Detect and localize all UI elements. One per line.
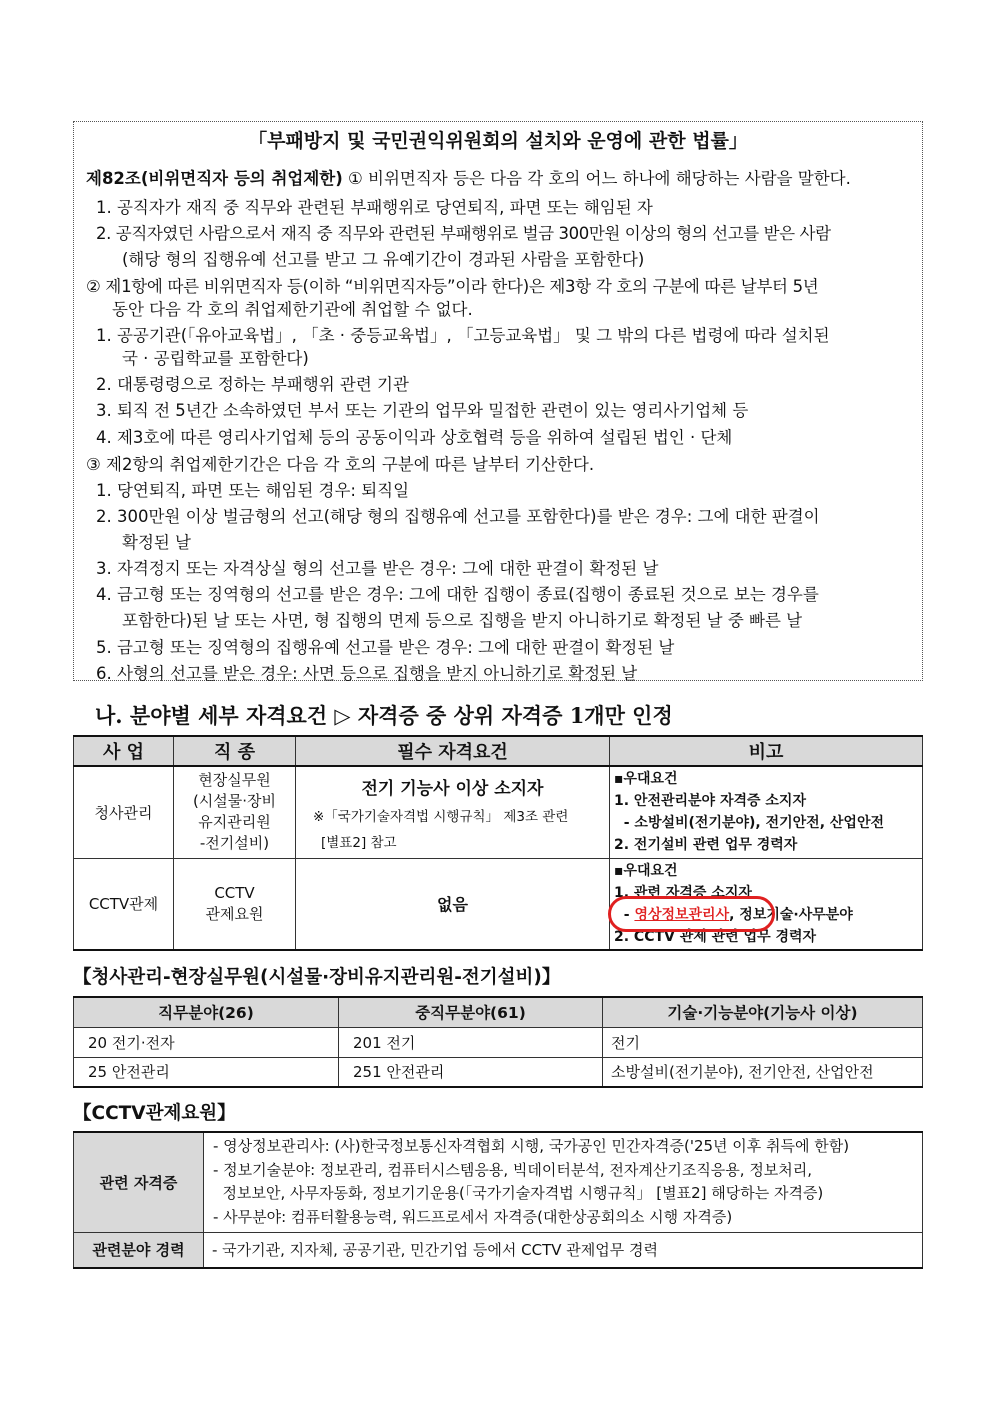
law-line: 2. 300만원 이상 벌금형의 선고(해당 형의 집행유예 선고를 포함한다)를 받은 경우: 그에 대한 판결이 [96, 507, 820, 526]
table-cell: 251 안전관리 [339, 1057, 603, 1087]
law-line: 1. 당연퇴직, 파면 또는 해임된 경우: 퇴직일 [96, 481, 410, 500]
table-header-row [74, 736, 923, 766]
note-rest: , 정보기술·사무분야 [729, 906, 853, 923]
job-line: 현장실무원 [198, 771, 271, 790]
note-line: 1. 관련 자격증 소지자 [614, 884, 752, 901]
field-table [73, 996, 923, 1088]
header-business: 사 업 [74, 736, 174, 766]
law-line: ③ 제2항의 취업제한기간은 다음 각 호의 구분에 따른 날부터 기산한다. [86, 455, 595, 474]
law-line: (해당 형의 집행유예 선고를 받고 그 유예기간이 경과된 사람을 포함한다) [122, 250, 645, 269]
law-excerpt-box [73, 121, 923, 681]
table-cell: 201 전기 [339, 1027, 603, 1057]
article-title: 제82조(비위면직자 등의 취업제한) [86, 169, 343, 188]
job-line: 유지관리원 [198, 813, 271, 832]
item-line: - 사무분야: 컴퓨터활용능력, 워드프로세서 자격증(대한상공회의소 시행 자격증) [213, 1207, 733, 1226]
table-row [74, 858, 923, 950]
article-intro: ① 비위면직자 등은 다음 각 호의 어느 하나에 해당하는 사람을 말한다. [342, 169, 851, 188]
label-cell: 관련 자격증 [74, 1132, 204, 1232]
law-line: 동안 다음 각 호의 취업제한기관에 취업할 수 없다. [112, 300, 473, 319]
job-cell [174, 858, 296, 950]
law-line: 국 · 공립학교를 포함한다) [122, 349, 309, 368]
job-line: CCTV [214, 883, 255, 902]
highlight-circle [608, 896, 775, 932]
header-field: 직무분야(26) [74, 997, 339, 1027]
note-line: 2. CCTV 관제 관련 업무 경력자 [614, 928, 817, 945]
job-cell [174, 766, 296, 858]
law-title: 「부패방지 및 국민권익위원회의 설치와 운영에 관한 법률」 [248, 130, 748, 152]
items-cell [204, 1132, 923, 1232]
law-line: ② 제1항에 따른 비위면직자 등(이하 “비위면직자등”이라 한다)은 제3항 각 호의 구분에 따른 날부터 5년 [86, 277, 819, 296]
law-line: 1. 공직자가 재직 중 직무와 관련된 부패행위로 당연퇴직, 파면 또는 해임된 자 [96, 198, 653, 217]
law-line: 6. 사형의 선고를 받은 경우: 사면 등으로 집행을 받지 아니하기로 확정된 날 [96, 664, 638, 683]
cctv-table [73, 1131, 923, 1269]
law-line: 확정된 날 [122, 533, 192, 552]
table-cell: 20 전기·전자 [74, 1027, 339, 1057]
note-dash: - [614, 906, 635, 923]
business-cell: 청사관리 [74, 766, 174, 858]
header-tech-field [603, 997, 923, 1027]
cctv-heading: 【CCTV관제요원】 [73, 1103, 236, 1124]
job-line: -전기설비) [199, 834, 270, 853]
requirement-main: 전기 기능사 이상 소지자 [361, 778, 544, 799]
item-line: - 정보기술분야: 정보관리, 컴퓨터시스템응용, 빅데이터분석, 전자계산기조직응용, 정보처리, [213, 1160, 813, 1179]
table-cell: 전기 [603, 1027, 923, 1057]
highlighted-certificate: 영상정보관리사 [634, 906, 730, 923]
header-tech-label: 기술·기능분야(기능사 이상) [667, 1004, 858, 1023]
header-subfield: 중직무분야(61) [339, 997, 603, 1027]
table-cell: 소방설비(전기분야), 전기안전, 산업안전 [603, 1057, 923, 1087]
table-row [74, 1027, 923, 1057]
field-heading: 【청사관리-현장실무원(시설물·장비유지관리원-전기설비)】 [73, 967, 561, 988]
notes-cell [610, 766, 923, 858]
requirement-note: ※「국가기술자격법 시행규칙」 제3조 관련 [313, 808, 569, 825]
law-line: 2. 대통령령으로 정하는 부패행위 관련 기관 [96, 375, 409, 394]
law-line: 2. 공직자였던 사람으로서 재직 중 직무와 관련된 부패행위로 벌금 300만원 이상의 형의 선고를 받은 사람 [96, 224, 831, 243]
law-line: 3. 퇴직 전 5년간 소속하였던 부서 또는 기관의 업무와 밀접한 관련이 있는 영리사기업체 등 [96, 401, 749, 420]
job-line: (시설물·장비 [192, 792, 277, 811]
business-cell: CCTV관제 [74, 858, 174, 950]
table-header-row [74, 997, 923, 1027]
career-cell: - 국가기관, 지자체, 공공기관, 민간기업 등에서 CCTV 관제업무 경력 [204, 1232, 923, 1268]
law-line: 3. 자격정지 또는 자격상실 형의 선고를 받은 경우: 그에 대한 판결이 확정된 날 [96, 559, 659, 578]
header-requirement: 필수 자격요건 [296, 736, 610, 766]
requirements-table [73, 735, 923, 951]
requirement-cell [296, 766, 610, 858]
law-line: 1. 공공기관(「유아교육법」, 「초 · 중등교육법」, 「고등교육법」 및 그 밖의 다른 법령에 따라 설치된 [96, 326, 830, 345]
article-82 [86, 165, 851, 189]
table-row [74, 1232, 923, 1268]
note-line: - 소방설비(전기분야), 전기안전, 산업안전 [614, 815, 884, 832]
item-line: - 영상정보관리사: (사)한국정보통신자격협회 시행, 국가공인 민간자격증('25년 이후 취득에 한함) [213, 1137, 850, 1156]
label-cell: 관련분야 경력 [74, 1232, 204, 1268]
requirement-note: [별표2] 참고 [321, 834, 397, 851]
header-job: 직 종 [174, 736, 296, 766]
law-line: 포함한다)된 날 또는 사면, 형 집행의 면제 등으로 집행을 받지 아니하기로 확정된 날 중 빠른 날 [122, 611, 803, 630]
job-line: 관제요원 [205, 904, 264, 923]
item-line: 정보보안, 사무자동화, 정보기기운용(「국가기술자격법 시행규칙」 [별표2] 해당하는 자격증) [213, 1184, 824, 1203]
header-notes: 비고 [610, 736, 923, 766]
law-line: 4. 금고형 또는 징역형의 선고를 받은 경우: 그에 대한 집행이 종료(집행이 종료된 것으로 보는 경우를 [96, 585, 819, 604]
law-line: 5. 금고형 또는 징역형의 집행유예 선고를 받은 경우: 그에 대한 판결이 확정된 날 [96, 638, 675, 657]
requirement-cell: 없음 [296, 858, 610, 950]
table-row [74, 1132, 923, 1232]
section-heading: 나. 분야별 세부 자격요건 ▷ 자격증 중 상위 자격증 1개만 인정 [95, 703, 673, 728]
note-line: 1. 안전관리분야 자격증 소지자 [614, 793, 806, 810]
table-cell: 25 안전관리 [74, 1057, 339, 1087]
note-line: ▪우대요건 [614, 771, 678, 788]
note-line: ▪우대요건 [614, 862, 678, 879]
note-line: 2. 전기설비 관련 업무 경력자 [614, 837, 798, 854]
law-line: 4. 제3호에 따른 영리사기업체 등의 공동이익과 상호협력 등을 위하여 설립된 법인 · 단체 [96, 428, 733, 447]
table-row [74, 766, 923, 858]
table-row [74, 1057, 923, 1087]
